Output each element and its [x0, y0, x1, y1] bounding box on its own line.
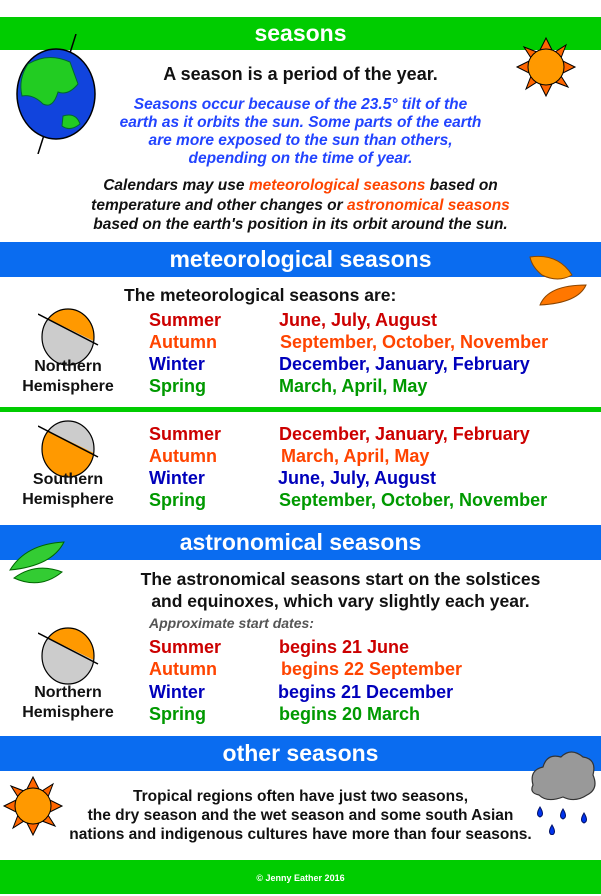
- season-winter: Winter: [149, 682, 205, 702]
- label-line: Hemisphere: [22, 491, 114, 508]
- other-seasons-banner: [0, 736, 601, 771]
- text: based on: [425, 177, 498, 194]
- section-title: astronomical seasons: [179, 529, 422, 555]
- season-winter: Winter: [149, 468, 205, 488]
- months-spring: September, October, November: [279, 490, 548, 510]
- months-spring: March, April, May: [279, 376, 428, 396]
- tilt-explanation: [0, 96, 601, 168]
- text-line: depending on the time of year.: [188, 150, 413, 167]
- label-line: Northern: [34, 684, 102, 701]
- southern-hemisphere-label: [8, 470, 128, 510]
- season-autumn: Autumn: [149, 332, 217, 352]
- text-line: are more exposed to the sun than others,: [148, 132, 453, 149]
- label-line: Northern: [34, 358, 102, 375]
- northern-hemisphere-label: [8, 357, 128, 397]
- season-summer: Summer: [149, 310, 222, 330]
- date-spring: begins 20 March: [279, 704, 421, 724]
- meteorological-banner: [0, 242, 601, 277]
- season-spring: Spring: [149, 376, 206, 396]
- text-line: nations and indigenous cultures have more than four seasons.: [69, 826, 532, 843]
- northern-hemisphere-icon: [38, 627, 100, 689]
- text-line: The astronomical seasons start on the solstices: [140, 569, 541, 589]
- section-title: other seasons: [222, 740, 379, 766]
- season-spring: Spring: [149, 704, 206, 724]
- text-line: and equinoxes, which vary slightly each year.: [151, 591, 530, 611]
- astronomical-intro: [40, 568, 601, 612]
- date-summer: begins 21 June: [279, 637, 410, 657]
- label-line: Hemisphere: [22, 378, 114, 395]
- approximate-dates-subhead: Approximate start dates:: [149, 615, 314, 631]
- text-line: Seasons occur because of the 23.5° tilt of the: [133, 96, 468, 113]
- meteorological-intro: The meteorological seasons are:: [124, 285, 397, 305]
- months-autumn: March, April, May: [281, 446, 430, 466]
- season-autumn: Autumn: [149, 659, 217, 679]
- divider: [0, 407, 601, 412]
- text-line: the dry season and the wet season and some south Asian: [87, 807, 514, 824]
- season-summer: Summer: [149, 424, 222, 444]
- calendar-explanation: [0, 176, 601, 235]
- northern-hemisphere-label: [8, 683, 128, 723]
- autumn-leaves-icon: [528, 255, 590, 307]
- section-title: meteorological seasons: [169, 246, 432, 272]
- astronomical-term: astronomical seasons: [346, 196, 510, 214]
- label-line: Southern: [32, 471, 104, 488]
- footer: [0, 860, 601, 894]
- season-winter: Winter: [149, 354, 205, 374]
- date-winter: begins 21 December: [278, 682, 454, 702]
- page-title: seasons: [254, 20, 347, 46]
- months-summer: June, July, August: [279, 310, 438, 330]
- months-winter: December, January, February: [279, 354, 530, 374]
- text-line: based on the earth's position in its orbit around the sun.: [93, 216, 508, 233]
- other-seasons-text: [0, 787, 601, 844]
- text: temperature and other changes or: [91, 196, 347, 214]
- months-winter: June, July, August: [278, 468, 437, 488]
- months-autumn: September, October, November: [280, 332, 549, 352]
- copyright: © Jenny Eather 2016: [256, 873, 345, 883]
- months-summer: December, January, February: [279, 424, 530, 444]
- text-line: Tropical regions often have just two seasons,: [132, 788, 469, 805]
- date-autumn: begins 22 September: [281, 659, 463, 679]
- meteorological-term: meteorological seasons: [248, 177, 426, 194]
- season-spring: Spring: [149, 490, 206, 510]
- season-summer: Summer: [149, 637, 222, 657]
- text: Calendars may use: [103, 177, 249, 194]
- text-line: earth as it orbits the sun. Some parts of the earth: [119, 114, 482, 131]
- headline: A season is a period of the year.: [163, 64, 438, 84]
- season-autumn: Autumn: [149, 446, 217, 466]
- label-line: Hemisphere: [22, 704, 114, 721]
- astronomical-banner: [0, 525, 601, 560]
